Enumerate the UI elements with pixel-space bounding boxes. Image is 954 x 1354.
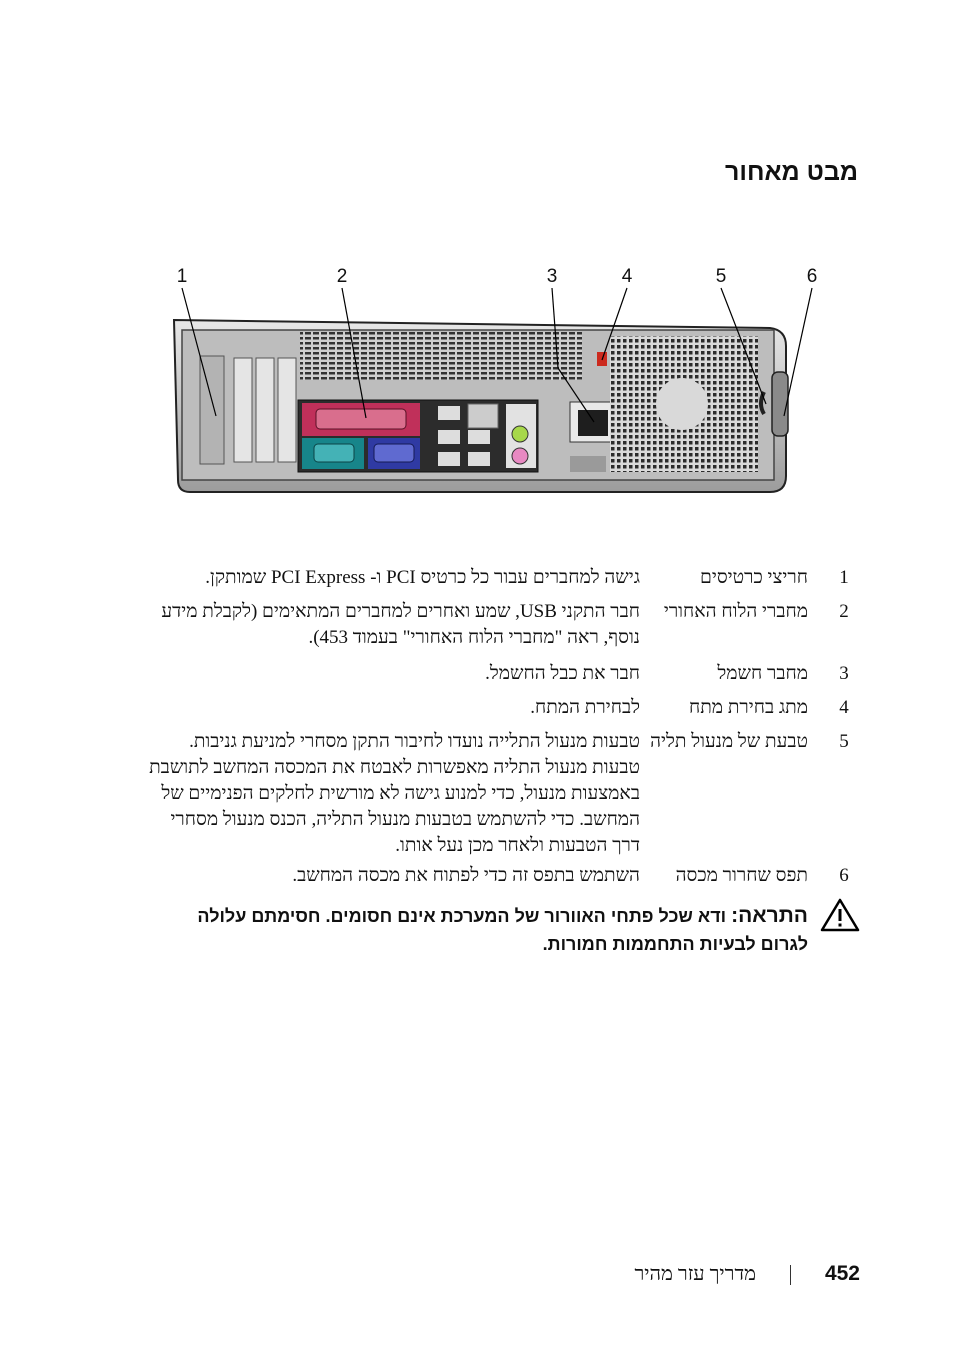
list-item	[140, 565, 860, 591]
item-number: 5	[839, 731, 849, 752]
page-title: מבט מאחור	[725, 158, 858, 186]
item-description: חבר את כבל החשמל.	[485, 663, 640, 684]
item-number: 6	[839, 865, 849, 886]
list-item	[140, 599, 860, 651]
item-description: חבר התקני USB, שמע ואחרים למחברים המתאימים (לקבלת מידע נוסף, ראה "מחברי הלוח האחורי" בעמוד 453).	[161, 601, 640, 648]
callout-number: 6	[806, 266, 818, 287]
list-item	[140, 695, 860, 721]
page-footer	[634, 1262, 860, 1286]
item-name: טבעת של מנעול תליה	[650, 731, 808, 752]
callout-number: 4	[621, 266, 633, 287]
footer-divider	[790, 1265, 791, 1285]
callout-number: 3	[546, 266, 558, 287]
item-name: מחבר חשמל	[717, 663, 808, 684]
item-number: 3	[839, 663, 849, 684]
caution-notice	[160, 898, 860, 968]
item-name: חריצי כרטיסים	[700, 567, 808, 588]
callout-number: 2	[336, 266, 348, 287]
computer-chassis-illustration	[160, 266, 830, 506]
item-description: טבעות מנעול התלייה נועדו לחיבור התקן מסחרי למניעת גניבות. טבעות מנעול התליה מאפשרות לאבטח את המכסה המחשב לתושבת באמצעות מנעול, כדי למנוע גישה לא מורשית לחלקים הפנימיים של המחשב. כדי להשתמש בטבעות מנעול התליה, הכנס מנעול מסחרי דרך הטבעות ולאחר מכן נעל אותו.	[149, 731, 640, 856]
caution-text: ודא שכל פתחי האוורור של המערכת אינם חסומים. חסימתם עלולה לגרום לבעיות התחממות חמורות.	[197, 906, 808, 954]
list-item	[140, 661, 860, 687]
callout-number: 5	[715, 266, 727, 287]
item-description: גישה למחברים עבור כל כרטיס PCI ו- PCI Express שמותקן.	[205, 567, 640, 588]
list-item	[140, 729, 860, 859]
item-name: תפס שחרור מכסה	[675, 865, 808, 886]
callout-number: 1	[176, 266, 188, 287]
computer-back-panel-figure	[160, 266, 830, 506]
item-number: 2	[839, 601, 849, 622]
page-number: 452	[824, 1262, 860, 1285]
item-name: מתג בחירת מתח	[688, 697, 808, 718]
item-description: לבחירת המתח.	[530, 697, 640, 718]
item-number: 4	[839, 697, 849, 718]
item-name: מחברי הלוח האחורי	[663, 601, 808, 622]
item-description: השתמש בתפס זה כדי לפתוח את מכסה המחשב.	[292, 865, 640, 886]
warning-triangle-icon	[820, 898, 860, 932]
item-number: 1	[839, 567, 849, 588]
list-item	[140, 863, 860, 889]
caution-label: התראה:	[731, 904, 808, 927]
guide-name: מדריך עזר מהיר	[634, 1263, 756, 1285]
